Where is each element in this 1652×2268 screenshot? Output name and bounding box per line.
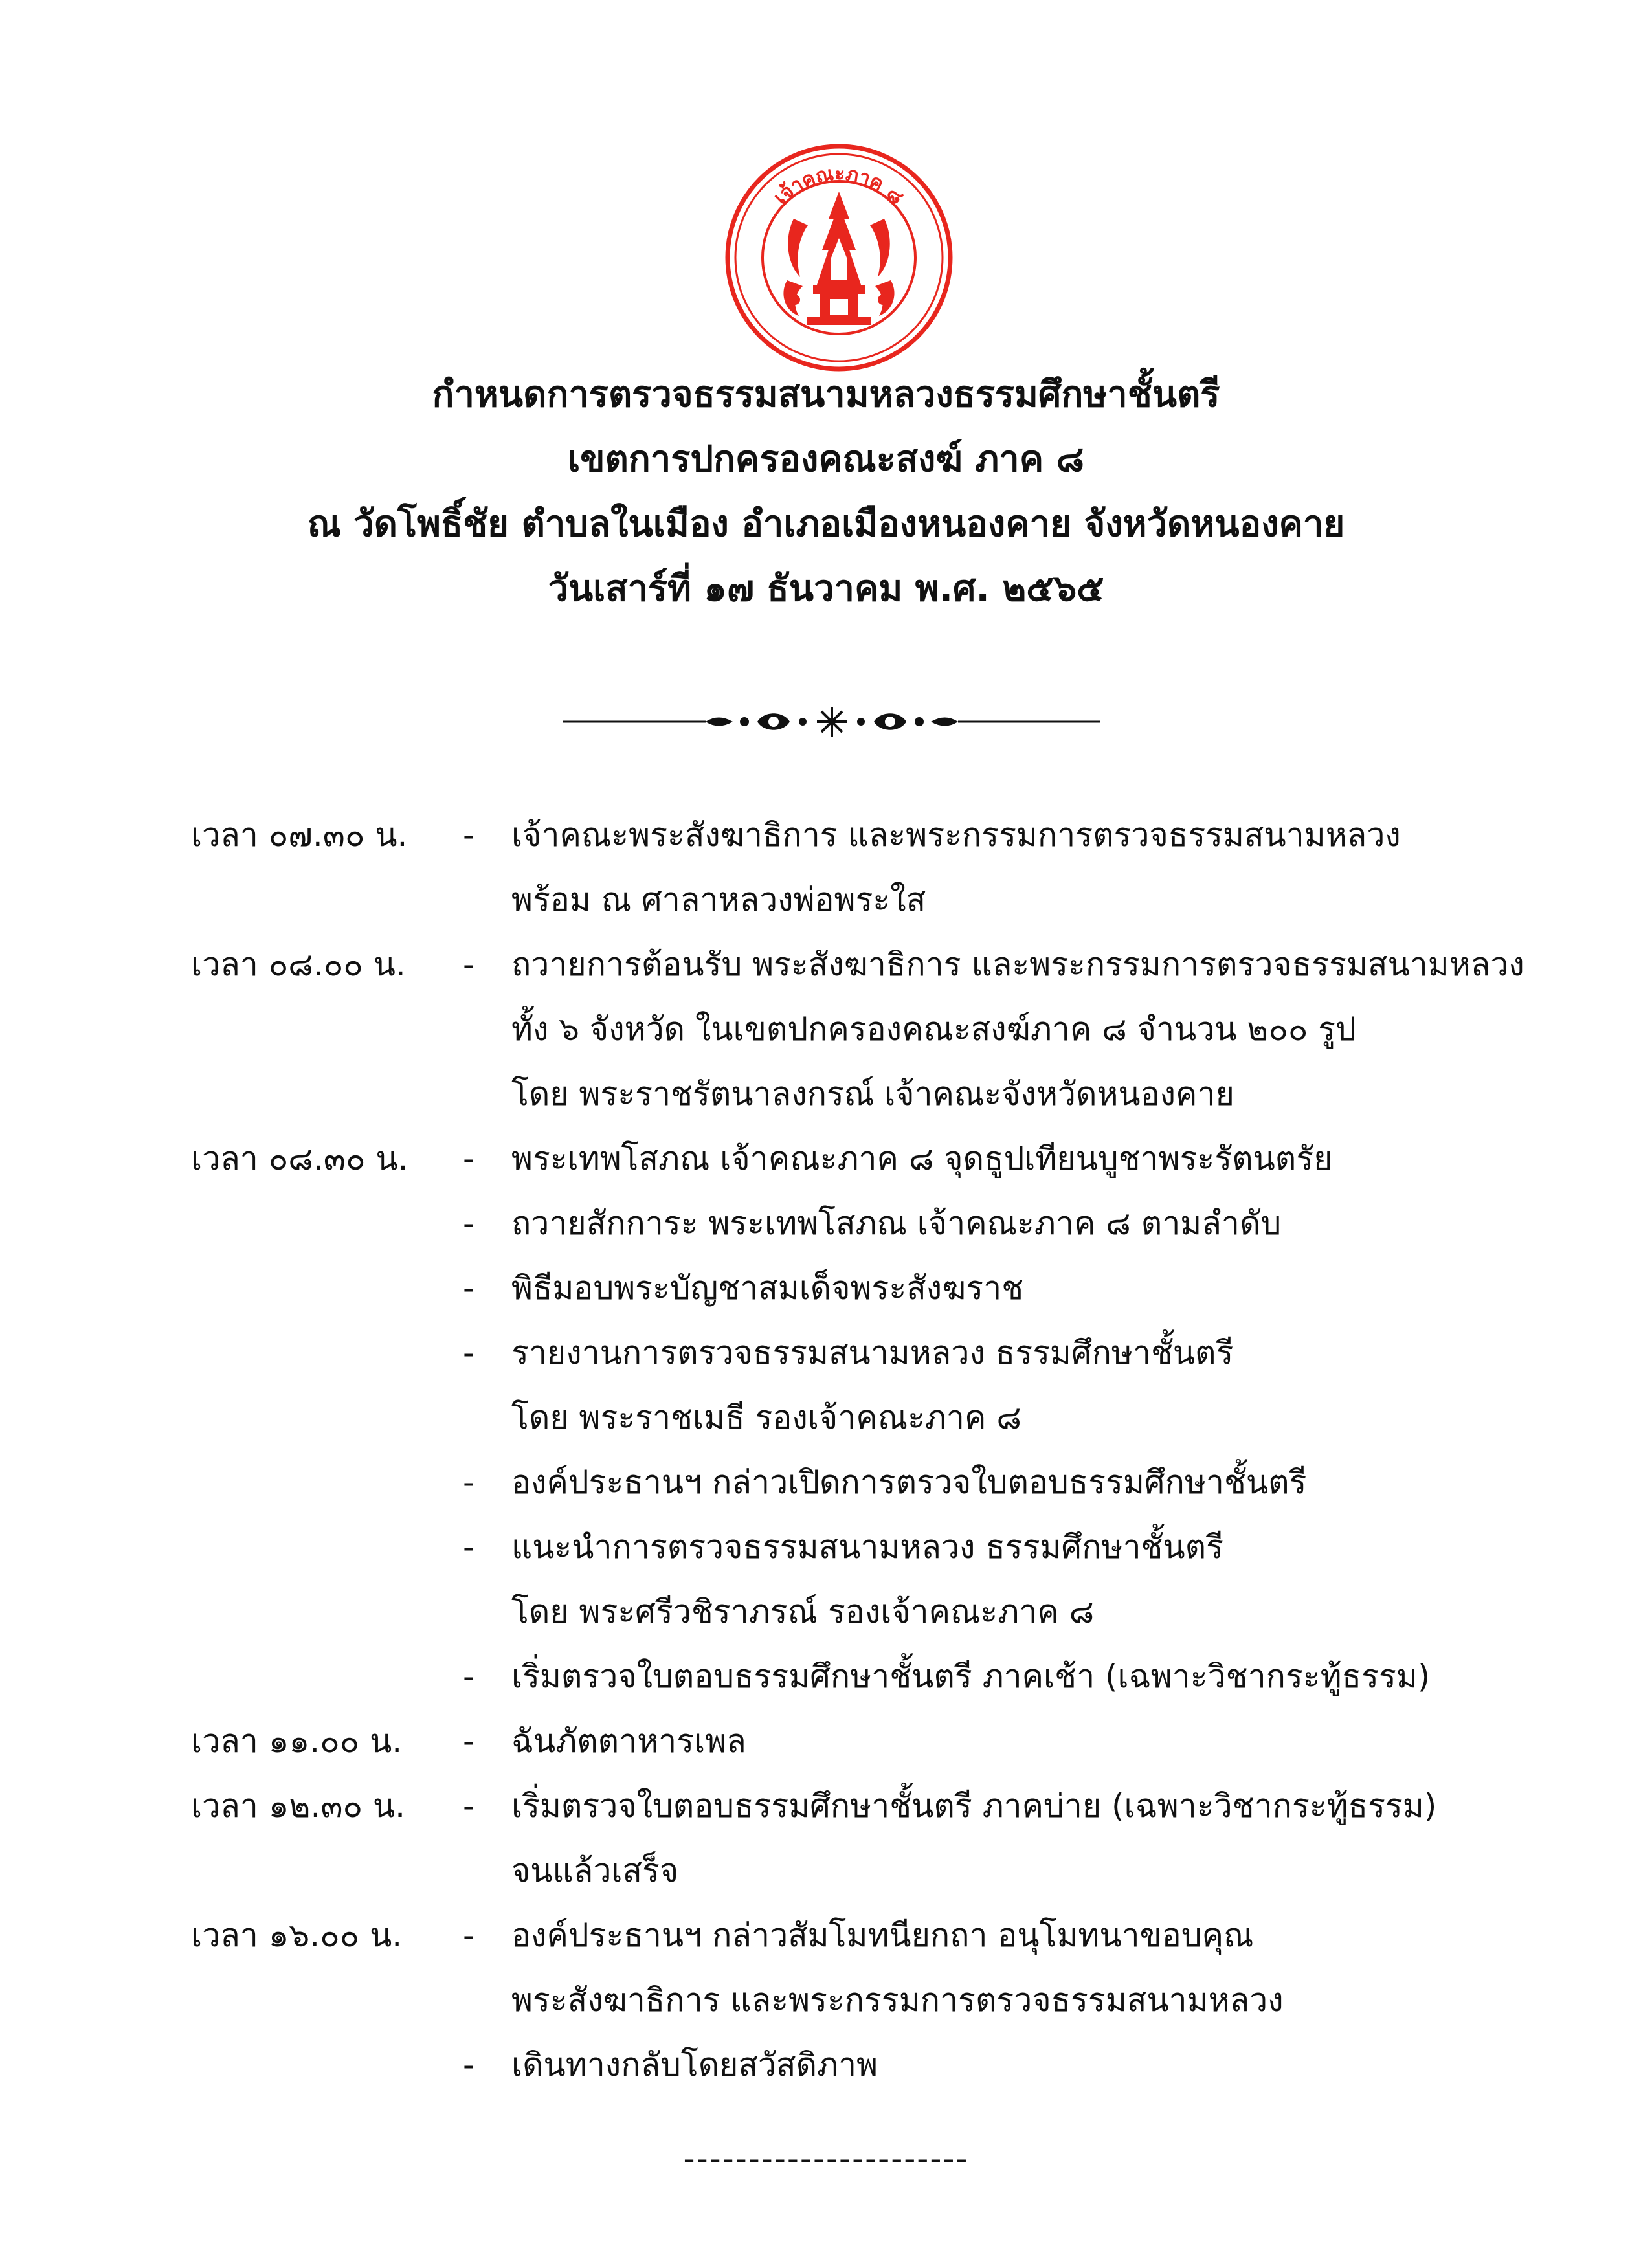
schedule-bullet: - bbox=[463, 1463, 475, 1501]
schedule-item-text: เจ้าคณะพระสังฆาธิการ และพระกรรมการตรวจธรรมสนามหลวง bbox=[511, 816, 1401, 854]
schedule-bullet: - bbox=[463, 1722, 475, 1760]
svg-text:เจ้าคณะภาค ๘: เจ้าคณะภาค ๘ bbox=[769, 162, 908, 209]
schedule-item-text: โดย พระศรีวชิราภรณ์ รองเจ้าคณะภาค ๘ bbox=[511, 1593, 1095, 1630]
schedule-time: เวลา ๑๖.๐๐ น. bbox=[191, 1917, 403, 1954]
heading-region: เขตการปกครองคณะสงฆ์ ภาค ๘ bbox=[568, 438, 1084, 480]
ornamental-divider-icon bbox=[563, 699, 1100, 744]
heading-title: กำหนดการตรวจธรรมสนามหลวงธรรมศึกษาชั้นตรี bbox=[432, 373, 1220, 416]
schedule-bullet: - bbox=[463, 1528, 475, 1566]
schedule-item-text: โดย พระราชรัตนาลงกรณ์ เจ้าคณะจังหวัดหนองคาย bbox=[511, 1075, 1234, 1113]
schedule-time: เวลา ๐๘.๐๐ น. bbox=[191, 946, 406, 983]
schedule-item-text: เดินทางกลับโดยสวัสดิภาพ bbox=[511, 2046, 878, 2084]
regional-sangha-seal-icon bbox=[722, 141, 955, 374]
schedule-time: เวลา ๑๑.๐๐ น. bbox=[191, 1722, 403, 1760]
schedule-item-text: เริ่มตรวจใบตอบธรรมศึกษาชั้นตรี ภาคบ่าย (เฉพาะวิชากระทู้ธรรม) bbox=[511, 1787, 1437, 1825]
schedule-item-text: องค์ประธานฯ กล่าวสัมโมทนียกถา อนุโมทนาขอบคุณ bbox=[511, 1917, 1254, 1954]
schedule-bullet: - bbox=[463, 1140, 475, 1177]
schedule-item-text: องค์ประธานฯ กล่าวเปิดการตรวจใบตอบธรรมศึกษาชั้นตรี bbox=[511, 1463, 1307, 1501]
schedule-item-text: โดย พระราชเมธี รองเจ้าคณะภาค ๘ bbox=[511, 1399, 1021, 1436]
schedule-item-text: ถวายสักการะ พระเทพโสภณ เจ้าคณะภาค ๘ ตามลำดับ bbox=[511, 1205, 1282, 1242]
schedule-item-text: แนะนำการตรวจธรรมสนามหลวง ธรรมศึกษาชั้นตรี bbox=[511, 1528, 1223, 1566]
schedule-item-text: ทั้ง ๖ จังหวัด ในเขตปกครองคณะสงฆ์ภาค ๘ จำนวน ๒๐๐ รูป bbox=[511, 1010, 1356, 1048]
schedule-bullet: - bbox=[463, 2046, 475, 2084]
closing-dashes: ---------------------- bbox=[683, 2140, 969, 2177]
schedule-item-text: พระเทพโสภณ เจ้าคณะภาค ๘ จุดธูปเทียนบูชาพระรัตนตรัย bbox=[511, 1140, 1333, 1177]
schedule-bullet: - bbox=[463, 1917, 475, 1954]
schedule-bullet: - bbox=[463, 1205, 475, 1242]
schedule-item-text: พร้อม ณ ศาลาหลวงพ่อพระใส bbox=[511, 881, 926, 918]
schedule-item-text: ฉันภัตตาหารเพล bbox=[511, 1722, 746, 1760]
heading-venue: ณ วัดโพธิ์ชัย ตำบลในเมือง อำเภอเมืองหนองคาย จังหวัดหนองคาย bbox=[307, 503, 1345, 545]
schedule-bullet: - bbox=[463, 1787, 475, 1825]
heading-date: วันเสาร์ที่ ๑๗ ธันวาคม พ.ศ. ๒๕๖๕ bbox=[548, 568, 1104, 610]
schedule-time: เวลา ๑๒.๓๐ น. bbox=[191, 1787, 406, 1825]
schedule-bullet: - bbox=[463, 816, 475, 854]
schedule-item-text: พระสังฆาธิการ และพระกรรมการตรวจธรรมสนามหลวง bbox=[511, 1981, 1284, 2019]
schedule-bullet: - bbox=[463, 946, 475, 983]
schedule-item-text: เริ่มตรวจใบตอบธรรมศึกษาชั้นตรี ภาคเช้า (เฉพาะวิชากระทู้ธรรม) bbox=[511, 1658, 1431, 1695]
schedule-time: เวลา ๐๗.๓๐ น. bbox=[191, 816, 408, 854]
schedule-item-text: พิธีมอบพระบัญชาสมเด็จพระสังฆราช bbox=[511, 1269, 1024, 1307]
schedule-bullet: - bbox=[463, 1334, 475, 1372]
schedule-item-text: รายงานการตรวจธรรมสนามหลวง ธรรมศึกษาชั้นตรี bbox=[511, 1334, 1234, 1372]
schedule-bullet: - bbox=[463, 1658, 475, 1695]
schedule-bullet: - bbox=[463, 1269, 475, 1307]
schedule-time: เวลา ๐๘.๓๐ น. bbox=[191, 1140, 408, 1177]
document-heading bbox=[0, 362, 1652, 621]
schedule-item-text: ถวายการต้อนรับ พระสังฆาธิการ และพระกรรมการตรวจธรรมสนามหลวง bbox=[511, 946, 1524, 983]
schedule-item-text: จนแล้วเสร็จ bbox=[511, 1852, 679, 1889]
